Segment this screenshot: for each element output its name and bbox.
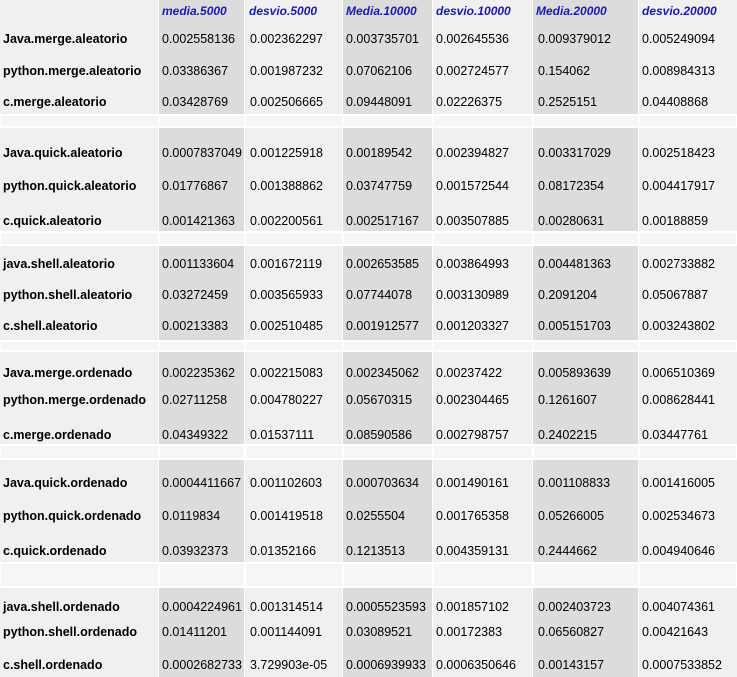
table-cell[interactable]: 0.0119834 (162, 509, 221, 523)
spacer-row (0, 562, 737, 588)
table-cell[interactable]: 0.00237422 (436, 366, 503, 380)
table-cell[interactable]: 0.008628441 (642, 393, 715, 407)
table-cell[interactable]: 0.004780227 (250, 393, 323, 407)
table-cell[interactable]: 0.001108833 (538, 476, 611, 490)
table-cell[interactable]: 0.002724577 (436, 64, 509, 78)
table-cell[interactable]: 0.03089521 (346, 625, 413, 639)
table-row (0, 391, 737, 409)
row-label[interactable]: c.quick.aleatorio (3, 214, 102, 228)
row-label[interactable]: python.shell.ordenado (3, 625, 138, 639)
spacer-cell (246, 342, 342, 350)
table-row (0, 144, 737, 162)
table-row (0, 286, 737, 304)
spacer-row (0, 114, 737, 128)
table-cell[interactable]: 0.01537111 (250, 428, 315, 442)
table-cell[interactable]: 0.001421363 (162, 214, 235, 228)
table-cell[interactable]: 0.002518423 (642, 146, 715, 160)
table-cell[interactable]: 0.002362297 (250, 32, 323, 46)
table-cell[interactable]: 0.0007533852 (642, 658, 722, 672)
row-label[interactable]: java.shell.aleatorio (3, 257, 115, 271)
table-cell[interactable]: 0.001203327 (436, 319, 509, 333)
table-cell[interactable]: 0.001857102 (436, 600, 509, 614)
column-header[interactable]: desvio.5000 (249, 4, 318, 18)
table-cell[interactable]: 0.01776867 (162, 179, 229, 193)
table-cell[interactable]: 0.0006939933 (346, 658, 426, 672)
table-cell[interactable]: 0.002304465 (436, 393, 509, 407)
spacer-cell (246, 446, 342, 458)
table-row (0, 426, 737, 444)
table-cell[interactable]: 0.0004224961 (162, 600, 242, 614)
spacer-cell (1, 446, 158, 458)
table-row (0, 255, 737, 273)
table-cell[interactable]: 0.08590586 (346, 428, 413, 442)
table-cell[interactable]: 0.003130989 (436, 288, 509, 302)
spacer-cell (160, 446, 244, 458)
spacer-cell (344, 233, 432, 244)
table-cell[interactable]: 0.003864993 (436, 257, 509, 271)
table-cell[interactable]: 0.009379012 (538, 32, 611, 46)
table-cell[interactable]: 0.05067887 (642, 288, 709, 302)
spacer-row (0, 231, 737, 246)
table-cell[interactable]: 0.03747759 (346, 179, 413, 193)
spacer-cell (246, 564, 342, 586)
table-cell[interactable]: 0.002235362 (162, 366, 235, 380)
row-label[interactable]: Java.merge.aleatorio (3, 32, 128, 46)
spacer-cell (434, 116, 532, 126)
table-cell[interactable]: 0.005151703 (538, 319, 611, 333)
table-cell[interactable]: 0.07062106 (346, 64, 413, 78)
row-label[interactable]: python.merge.ordenado (3, 393, 147, 407)
table-cell[interactable]: 0.00189542 (346, 146, 413, 160)
spacer-cell (246, 233, 342, 244)
table-cell[interactable]: 0.0002682733 (162, 658, 242, 672)
row-label[interactable]: c.merge.aleatorio (3, 95, 107, 109)
spacer-cell (344, 564, 432, 586)
spacer-cell (640, 233, 736, 244)
table-cell[interactable]: 0.002798757 (436, 428, 509, 442)
table-cell[interactable]: 0.01411201 (162, 625, 228, 639)
table-cell[interactable]: 0.002506665 (250, 95, 323, 109)
spacer-cell (434, 342, 532, 350)
spacer-row (0, 340, 737, 352)
table-cell[interactable]: 0.002558136 (162, 32, 235, 46)
spacer-cell (534, 116, 638, 126)
table-cell[interactable]: 0.00188859 (642, 214, 709, 228)
table-row (0, 317, 737, 335)
table-cell[interactable]: 0.005249094 (642, 32, 715, 46)
table-cell[interactable]: 0.001416005 (642, 476, 715, 490)
column-header[interactable]: Media.20000 (536, 4, 607, 18)
table-cell[interactable]: 0.001672119 (250, 257, 323, 271)
table-cell[interactable]: 0.1261607 (538, 393, 598, 407)
row-label[interactable]: c.merge.ordenado (3, 428, 112, 442)
column-separator (158, 0, 159, 677)
table-cell[interactable]: 0.001102603 (250, 476, 323, 490)
table-cell[interactable]: 0.003243802 (642, 319, 715, 333)
spacer-cell (160, 564, 244, 586)
spacer-cell (640, 342, 736, 350)
table-cell[interactable]: 0.002345062 (346, 366, 419, 380)
table-cell[interactable]: 0.002200561 (250, 214, 323, 228)
row-label[interactable]: Java.merge.ordenado (3, 366, 133, 380)
table-cell[interactable]: 0.03428769 (162, 95, 229, 109)
table-row (0, 212, 737, 230)
spacer-cell (344, 446, 432, 458)
spacer-cell (160, 116, 244, 126)
table-cell[interactable]: 0.05266005 (538, 509, 605, 523)
row-label[interactable]: c.shell.ordenado (3, 658, 103, 672)
table-cell[interactable]: 0.001912577 (346, 319, 419, 333)
spacer-cell (640, 564, 736, 586)
spacer-cell (434, 446, 532, 458)
row-label[interactable]: python.quick.aleatorio (3, 179, 137, 193)
table-row (0, 474, 737, 492)
table-cell[interactable]: 0.2091204 (538, 288, 598, 302)
table-cell[interactable]: 0.001572544 (436, 179, 509, 193)
table-cell[interactable]: 0.002403723 (538, 600, 611, 614)
table-cell[interactable]: 0.0006350646 (436, 658, 516, 672)
table-cell[interactable]: 0.004481363 (538, 257, 611, 271)
spacer-grid (0, 446, 737, 458)
table-cell[interactable]: 0.004417917 (642, 179, 715, 193)
table-row (0, 656, 737, 674)
table-row (0, 542, 737, 560)
table-cell[interactable]: 0.002653585 (346, 257, 419, 271)
column-separator (638, 0, 639, 677)
spacer-cell (534, 342, 638, 350)
table-cell[interactable]: 0.005893639 (538, 366, 611, 380)
spacer-cell (1, 342, 158, 350)
table-cell[interactable]: 0.001419518 (250, 509, 323, 523)
table-cell[interactable]: 0.006510369 (642, 366, 715, 380)
table-cell[interactable]: 0.03386367 (162, 64, 229, 78)
column-header[interactable]: desvio.20000 (642, 4, 717, 18)
table-cell[interactable]: 0.001144091 (250, 625, 323, 639)
table-cell[interactable]: 0.01352166 (250, 544, 317, 558)
table-cell[interactable]: 0.003317029 (538, 146, 611, 160)
row-label[interactable]: python.merge.aleatorio (3, 64, 142, 78)
table-cell[interactable]: 0.001314514 (250, 600, 323, 614)
table-cell[interactable]: 0.0004411667 (162, 476, 242, 490)
spacer-cell (246, 116, 342, 126)
table-cell[interactable]: 0.07744078 (346, 288, 413, 302)
row-label[interactable]: c.shell.aleatorio (3, 319, 98, 333)
table-row (0, 364, 737, 382)
table-cell[interactable]: 0.154062 (538, 64, 591, 78)
spacer-grid (0, 564, 737, 586)
table-cell[interactable]: 0.02711258 (162, 393, 228, 407)
spacer-cell (344, 116, 432, 126)
table-cell[interactable]: 0.04408868 (642, 95, 709, 109)
table-cell[interactable]: 0.002645536 (436, 32, 509, 46)
spacer-cell (1, 564, 158, 586)
table-cell[interactable]: 0.0255504 (346, 509, 406, 523)
table-cell[interactable]: 0.003735701 (346, 32, 419, 46)
table-cell[interactable]: 0.2402215 (538, 428, 598, 442)
table-cell[interactable]: 0.008984313 (642, 64, 715, 78)
spacer-cell (534, 446, 638, 458)
table-cell[interactable]: 0.05670315 (346, 393, 413, 407)
table-cell[interactable]: 0.000703634 (346, 476, 419, 490)
column-separator (244, 0, 245, 677)
table-cell[interactable]: 0.0005523593 (346, 600, 426, 614)
table-cell[interactable]: 0.1213513 (346, 544, 406, 558)
spacer-cell (534, 233, 638, 244)
table-cell[interactable]: 0.00213383 (162, 319, 229, 333)
table-cell[interactable]: 0.001490161 (436, 476, 509, 490)
spacer-cell (1, 233, 158, 244)
column-separator (432, 0, 433, 677)
row-label[interactable]: Java.quick.aleatorio (3, 146, 123, 160)
row-label[interactable]: java.shell.ordenado (3, 600, 120, 614)
row-label[interactable]: python.shell.aleatorio (3, 288, 133, 302)
spacer-grid (0, 342, 737, 350)
column-separator (532, 0, 533, 677)
spacer-cell (434, 564, 532, 586)
table-cell[interactable]: 0.003507885 (436, 214, 509, 228)
column-header[interactable]: media.5000 (162, 4, 227, 18)
table-cell[interactable]: 0.002394827 (436, 146, 509, 160)
table-cell[interactable]: 0.00421643 (642, 625, 709, 639)
spacer-grid (0, 233, 737, 244)
spacer-cell (640, 116, 736, 126)
table-row (0, 62, 737, 80)
table-cell[interactable]: 0.00143157 (538, 658, 605, 672)
table-cell[interactable]: 0.002733882 (642, 257, 715, 271)
row-label[interactable]: c.quick.ordenado (3, 544, 107, 558)
spacer-cell (640, 446, 736, 458)
table-cell[interactable]: 0.09448091 (346, 95, 413, 109)
table-cell[interactable]: 0.08172354 (538, 179, 605, 193)
row-label[interactable]: Java.quick.ordenado (3, 476, 128, 490)
spacer-cell (160, 342, 244, 350)
spacer-cell (344, 342, 432, 350)
table-cell[interactable]: 0.2444662 (538, 544, 598, 558)
table-cell[interactable]: 0.004940646 (642, 544, 715, 558)
spacer-grid (0, 116, 737, 126)
table-cell[interactable]: 0.00280631 (538, 214, 605, 228)
table-row (0, 507, 737, 525)
table-cell[interactable]: 0.002517167 (346, 214, 419, 228)
column-header[interactable]: desvio.10000 (436, 4, 511, 18)
table-cell[interactable]: 0.001765358 (436, 509, 509, 523)
table-row (0, 598, 737, 616)
table-row (0, 177, 737, 195)
table-cell[interactable]: 0.06560827 (538, 625, 605, 639)
spacer-row (0, 444, 737, 460)
column-separator (342, 0, 343, 677)
table-cell[interactable]: 0.003565933 (250, 288, 323, 302)
table-cell[interactable]: 0.001388862 (250, 179, 323, 193)
table-cell[interactable]: 0.03447761 (642, 428, 709, 442)
spacer-cell (434, 233, 532, 244)
table-cell[interactable]: 0.002510485 (250, 319, 323, 333)
table-cell[interactable]: 0.004074361 (642, 600, 715, 614)
table-cell[interactable]: 0.02226375 (436, 95, 503, 109)
spacer-cell (1, 116, 158, 126)
spacer-cell (534, 564, 638, 586)
table-cell[interactable]: 0.0007837049 (162, 146, 242, 160)
table-cell[interactable]: 0.001133604 (162, 257, 235, 271)
table-row (0, 93, 737, 111)
table-cell[interactable]: 0.00172383 (436, 625, 503, 639)
column-header[interactable]: Media.10000 (346, 4, 417, 18)
table-cell[interactable]: 0.004359131 (436, 544, 509, 558)
row-label[interactable]: python.quick.ordenado (3, 509, 142, 523)
table-cell[interactable]: 0.04349322 (162, 428, 229, 442)
table-cell[interactable]: 3.729903e-05 (250, 658, 328, 672)
table-cell[interactable]: 0.03272459 (162, 288, 229, 302)
table-cell[interactable]: 0.002215083 (250, 366, 323, 380)
table-cell[interactable]: 0.2525151 (538, 95, 598, 109)
spacer-cell (160, 233, 244, 244)
table-cell[interactable]: 0.03932373 (162, 544, 229, 558)
table-row (0, 623, 737, 641)
table-row (0, 30, 737, 48)
table-cell[interactable]: 0.001987232 (250, 64, 323, 78)
table-cell[interactable]: 0.001225918 (250, 146, 323, 160)
table-cell[interactable]: 0.002534673 (642, 509, 715, 523)
